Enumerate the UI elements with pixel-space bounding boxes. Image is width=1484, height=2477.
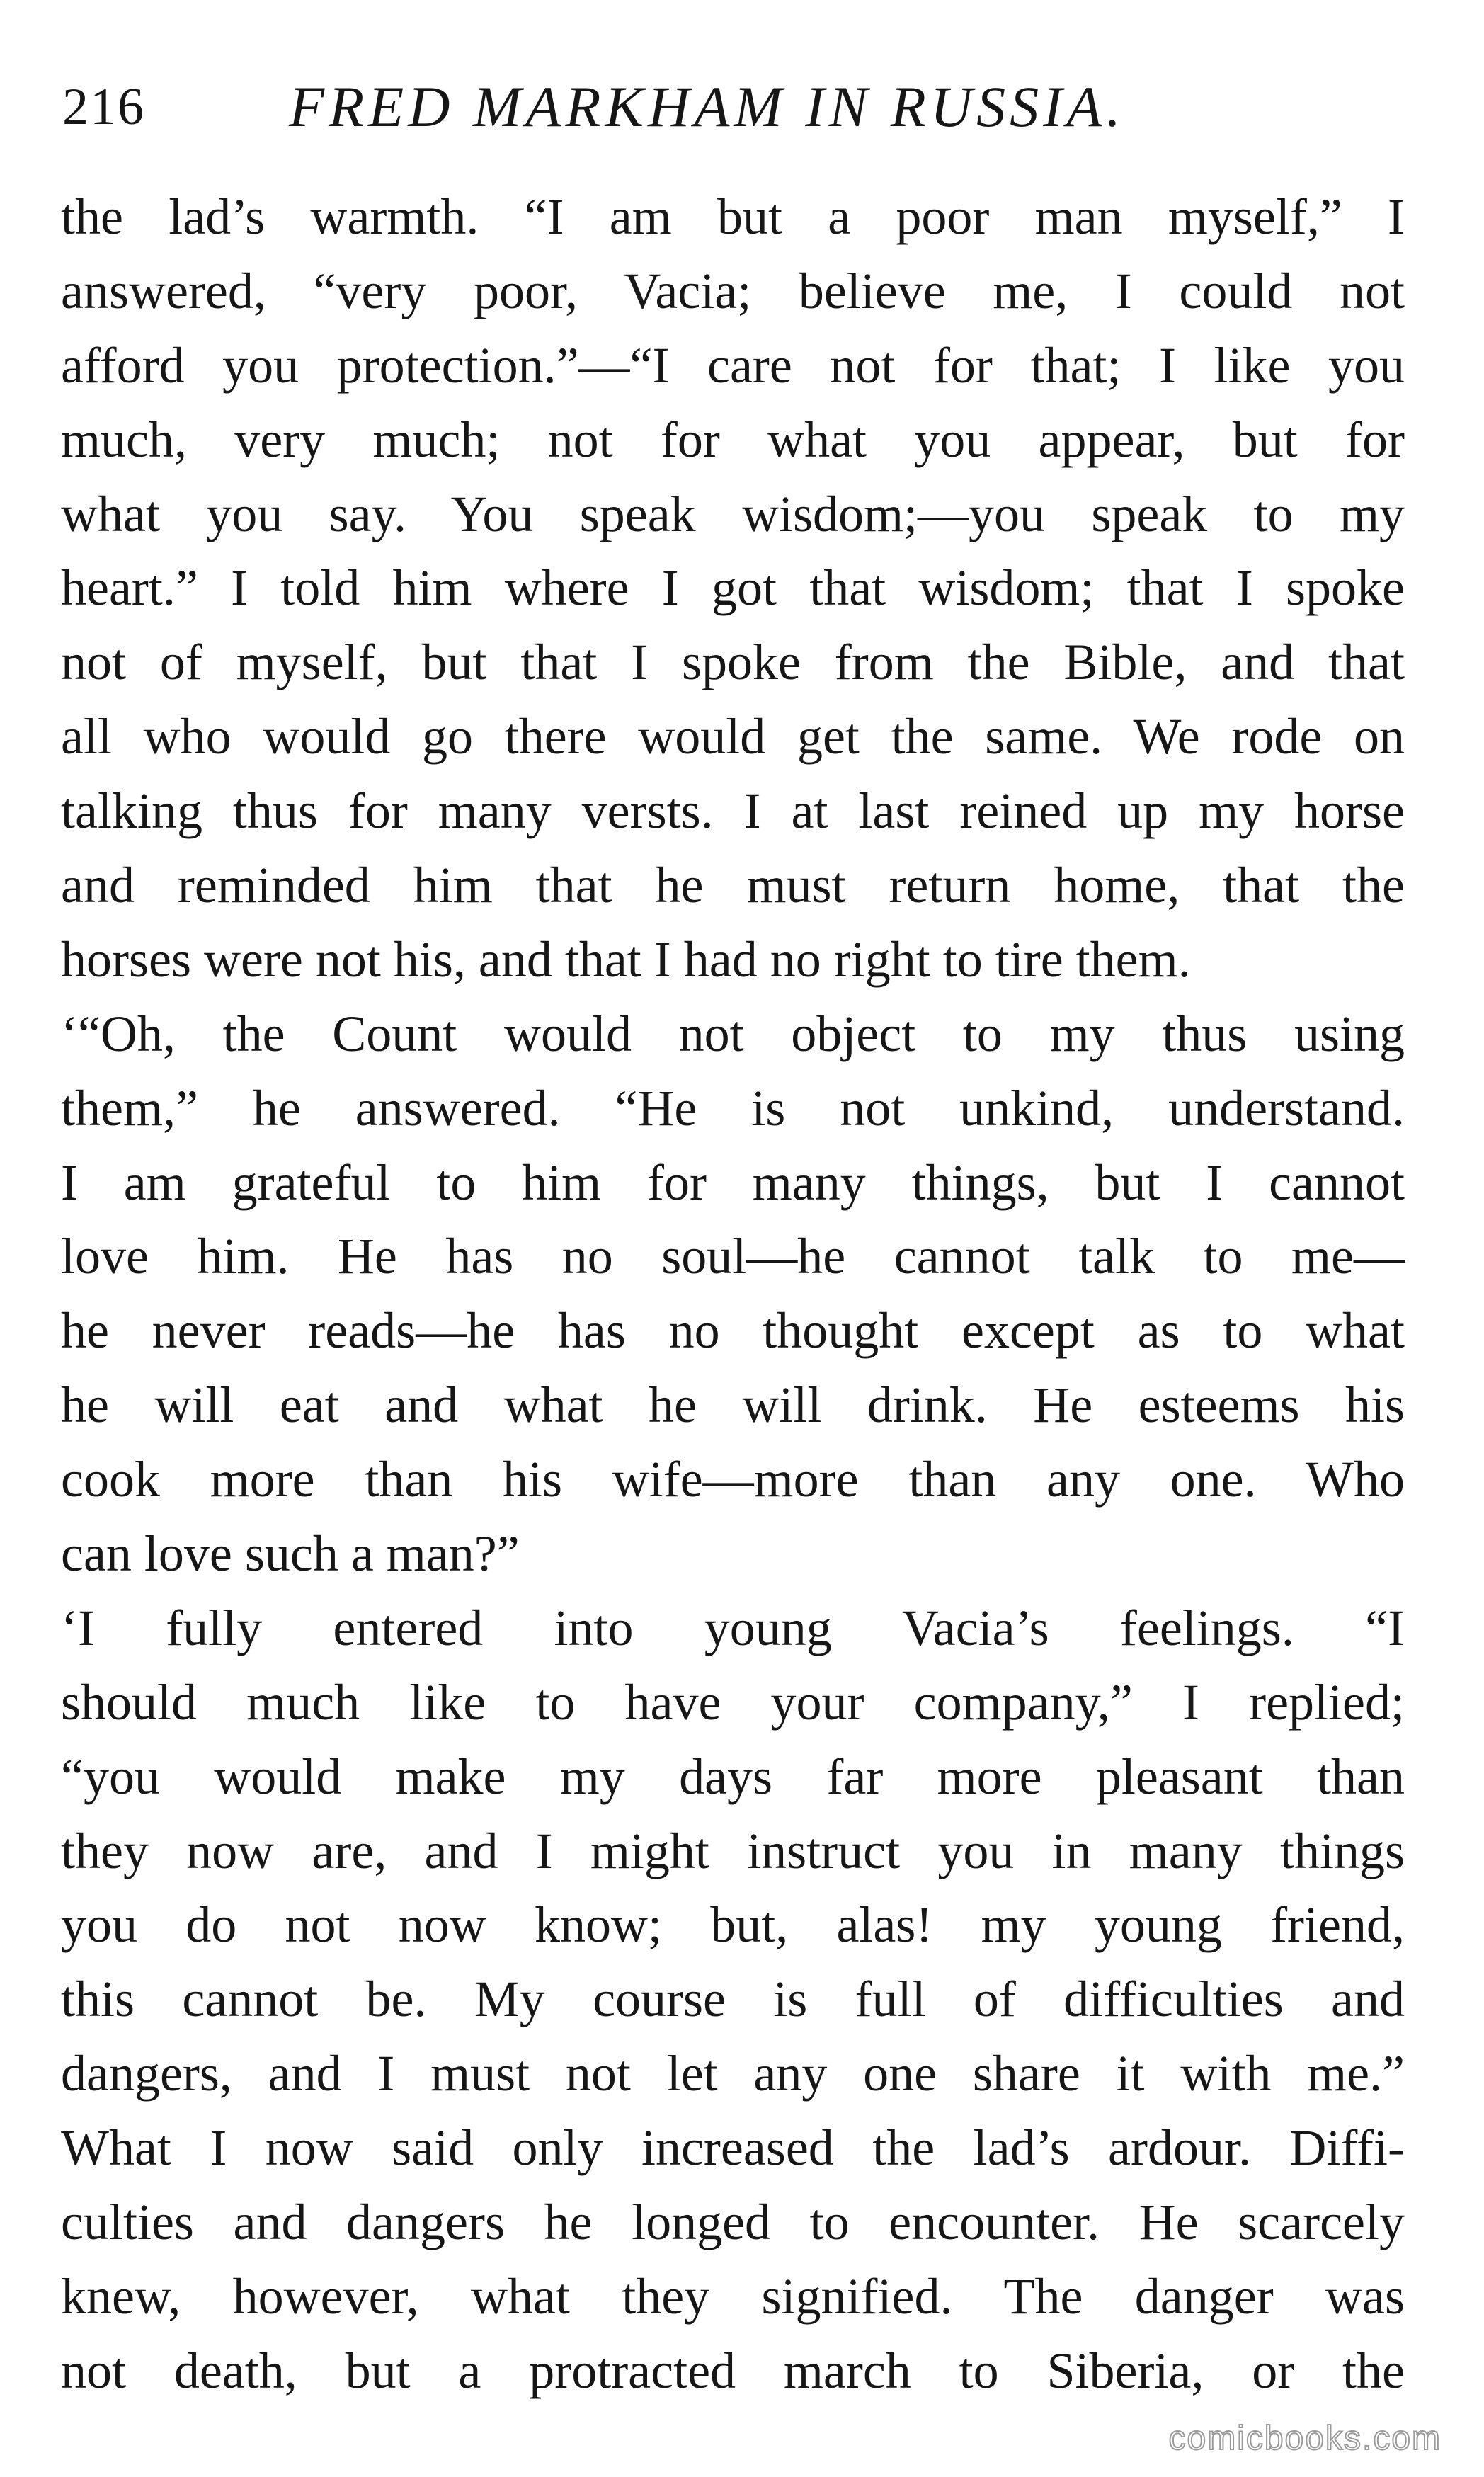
text-line-26: dangers, and I must not let any one share it with me.” [61,2045,1405,2102]
text-line-14: I am grateful to him for many things, but I cannot [61,1154,1405,1211]
text-line-25: this cannot be. My course is full of difficulties and [61,1971,1405,2028]
text-line-15: love him. He has no soul—he cannot talk to me— [61,1228,1405,1285]
text-line-2: answered, “very poor, Vacia; believe me, I could not [61,262,1405,319]
text-line-23: they now are, and I might instruct you in many things [61,1822,1405,1879]
page-number: 216 [62,78,145,136]
text-line-9: talking thus for many versts. I at last reined up my horse [61,782,1405,840]
watermark-text: comicbooks.com [1168,2420,1442,2457]
text-line-10: and reminded him that he must return home, that the [61,857,1405,914]
text-line-21: should much like to have your company,” I replied; [61,1673,1405,1731]
text-line-13: them,” he answered. “He is not unkind, understand. [61,1079,1405,1137]
text-line-3: afford you protection.”—“I care not for that; I like you [61,336,1405,394]
text-line-7: not of myself, but that I spoke from the Bible, and that [61,634,1405,691]
running-head [62,68,1408,146]
text-line-30: not death, but a protracted march to Siberia, or the [61,2342,1405,2399]
text-line-5: what you say. You speak wisdom;—you speak to my [61,485,1405,542]
running-title: FRED MARKHAM IN RUSSIA. [289,74,1125,139]
text-line-12: ‘“Oh, the Count would not object to my thus using [61,1005,1405,1062]
text-line-6: heart.” I told him where I got that wisdom; that I spoke [61,559,1405,617]
text-line-24: you do not now know; but, alas! my young friend, [61,1896,1405,1954]
text-line-4: much, very much; not for what you appear, but for [61,411,1405,468]
text-line-27: What I now said only increased the lad’s ardour. Diffi- [61,2119,1405,2177]
text-line-17: he will eat and what he will drink. He esteems his [61,1377,1405,1434]
body-text [61,180,1405,2408]
text-line-16: he never reads—he has no thought except as to what [61,1302,1405,1360]
text-line-22: “you would make my days far more pleasant than [61,1748,1405,1805]
text-line-29: knew, however, what they signified. The danger was [61,2267,1405,2325]
text-line-8: all who would go there would get the same. We rode on [61,708,1405,765]
text-line-11: horses were not his, and that I had no right to tire them. [61,930,1191,988]
text-line-20: ‘I fully entered into young Vacia’s feelings. “I [61,1599,1405,1656]
text-line-18: cook more than his wife—more than any one. Who [61,1451,1405,1508]
text-line-1: the lad’s warmth. “I am but a poor man myself,” I [61,188,1405,245]
text-line-19: can love such a man?” [61,1525,520,1583]
text-line-28: culties and dangers he longed to encounter. He scarcely [61,2194,1405,2251]
